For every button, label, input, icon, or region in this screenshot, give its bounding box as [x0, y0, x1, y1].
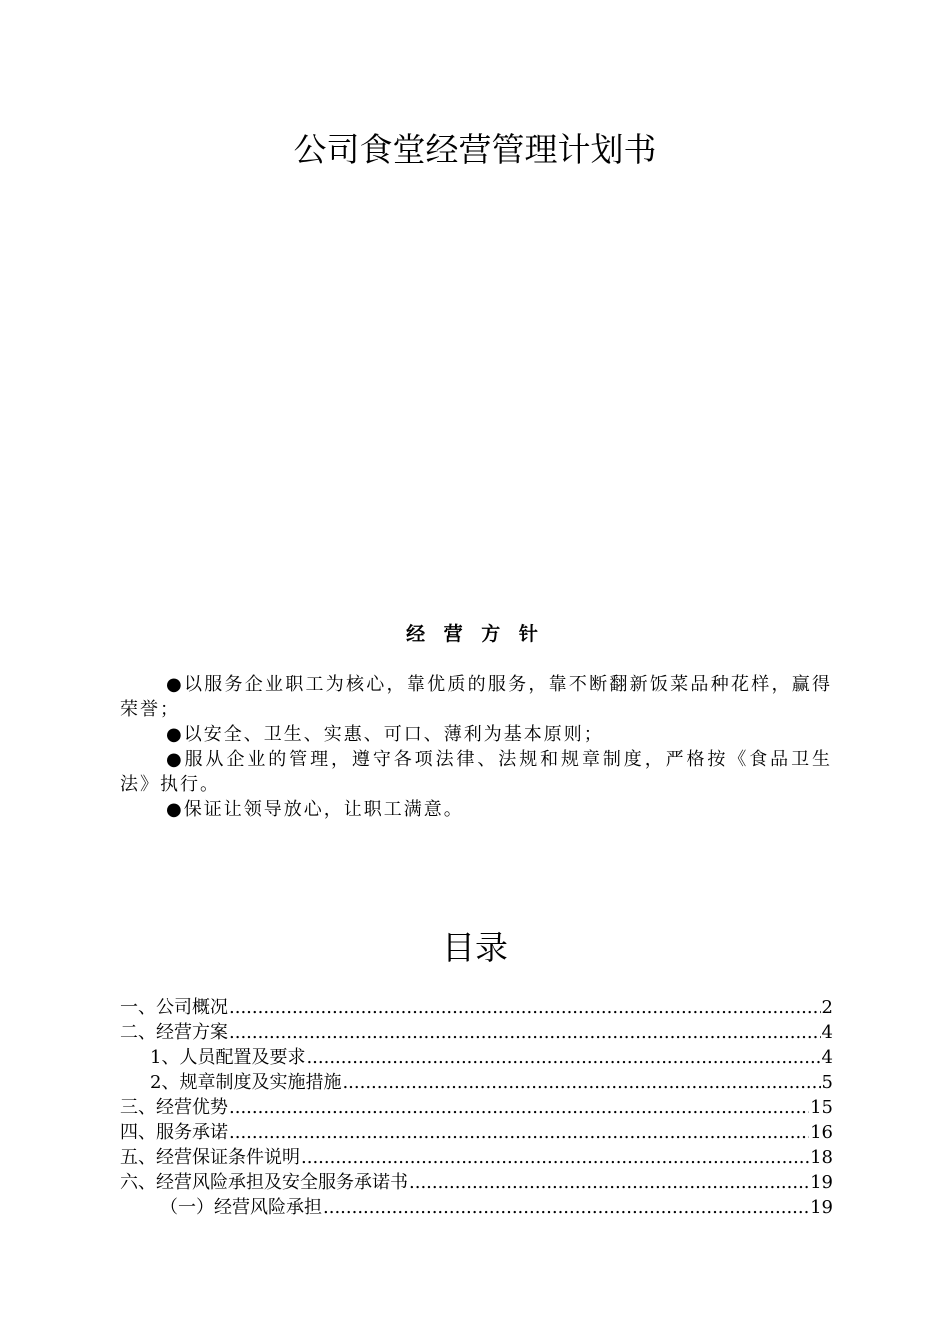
toc-entry-text: 2、规章制度及实施措施 — [150, 1072, 342, 1093]
toc-entry-text: 三、经营优势 — [120, 1097, 228, 1118]
toc-entry[interactable] — [120, 1020, 833, 1045]
toc-leader-dots — [229, 1120, 809, 1145]
toc-entry-text: 六、经营风险承担及安全服务承诺书 — [120, 1172, 408, 1193]
toc-leader-dots — [229, 1020, 821, 1045]
toc-entry[interactable] — [120, 1095, 833, 1120]
toc-page-number: 4 — [821, 1022, 833, 1043]
toc-title: 目录 — [442, 928, 508, 967]
toc-entry[interactable] — [120, 1120, 833, 1145]
bullet-icon: ● — [166, 799, 184, 820]
bullet-icon: ● — [166, 749, 185, 770]
toc-entry[interactable] — [120, 1070, 833, 1095]
toc-entry-text: （一）经营风险承担 — [160, 1197, 322, 1218]
policy-heading: 经 营 方 针 — [406, 623, 544, 645]
policy-item — [120, 672, 832, 722]
toc-entry-text: 五、经营保证条件说明 — [120, 1147, 300, 1168]
policy-item — [120, 747, 832, 797]
toc-leader-dots — [229, 995, 821, 1020]
policy-list — [120, 672, 832, 822]
policy-item-text: 以服务企业职工为核心，靠优质的服务，靠不断翻新饭菜品种花样，赢得荣誉； — [120, 674, 832, 720]
toc-leader-dots — [323, 1195, 809, 1220]
toc-leader-dots — [409, 1170, 809, 1195]
toc-page-number: 2 — [821, 997, 833, 1018]
toc-page-number: 5 — [821, 1072, 833, 1093]
toc-page-number: 16 — [810, 1122, 833, 1143]
toc-leader-dots — [301, 1145, 809, 1170]
document-title: 公司食堂经营管理计划书 — [293, 130, 657, 169]
toc-entry[interactable] — [120, 1045, 833, 1070]
toc-entry-text: 1、人员配置及要求 — [150, 1047, 306, 1068]
policy-item-text: 以安全、卫生、实惠、可口、薄利为基本原则； — [183, 724, 604, 745]
toc-entry-text: 一、公司概况 — [120, 997, 228, 1018]
toc-page-number: 4 — [821, 1047, 833, 1068]
bullet-icon: ● — [166, 674, 184, 695]
toc-page-number: 15 — [810, 1097, 833, 1118]
policy-item-text: 服从企业的管理，遵守各项法律、法规和规章制度，严格按《食品卫生法》执行。 — [120, 749, 832, 795]
policy-item-text: 保证让领导放心，让职工满意。 — [183, 799, 464, 820]
toc-page-number: 18 — [810, 1147, 833, 1168]
toc-page-number: 19 — [810, 1197, 833, 1218]
toc-leader-dots — [342, 1070, 820, 1095]
toc-entry[interactable] — [120, 995, 833, 1020]
toc-leader-dots — [229, 1095, 809, 1120]
toc-leader-dots — [306, 1045, 820, 1070]
toc-entry[interactable] — [120, 1170, 833, 1195]
policy-item — [120, 722, 832, 747]
toc-entry-text: 二、经营方案 — [120, 1022, 228, 1043]
bullet-icon: ● — [166, 724, 184, 745]
toc-entry[interactable] — [120, 1145, 833, 1170]
toc-entry-text: 四、服务承诺 — [120, 1122, 228, 1143]
policy-item — [120, 797, 832, 822]
toc-page-number: 19 — [810, 1172, 833, 1193]
toc-entry[interactable] — [120, 1195, 833, 1220]
table-of-contents — [120, 995, 833, 1220]
